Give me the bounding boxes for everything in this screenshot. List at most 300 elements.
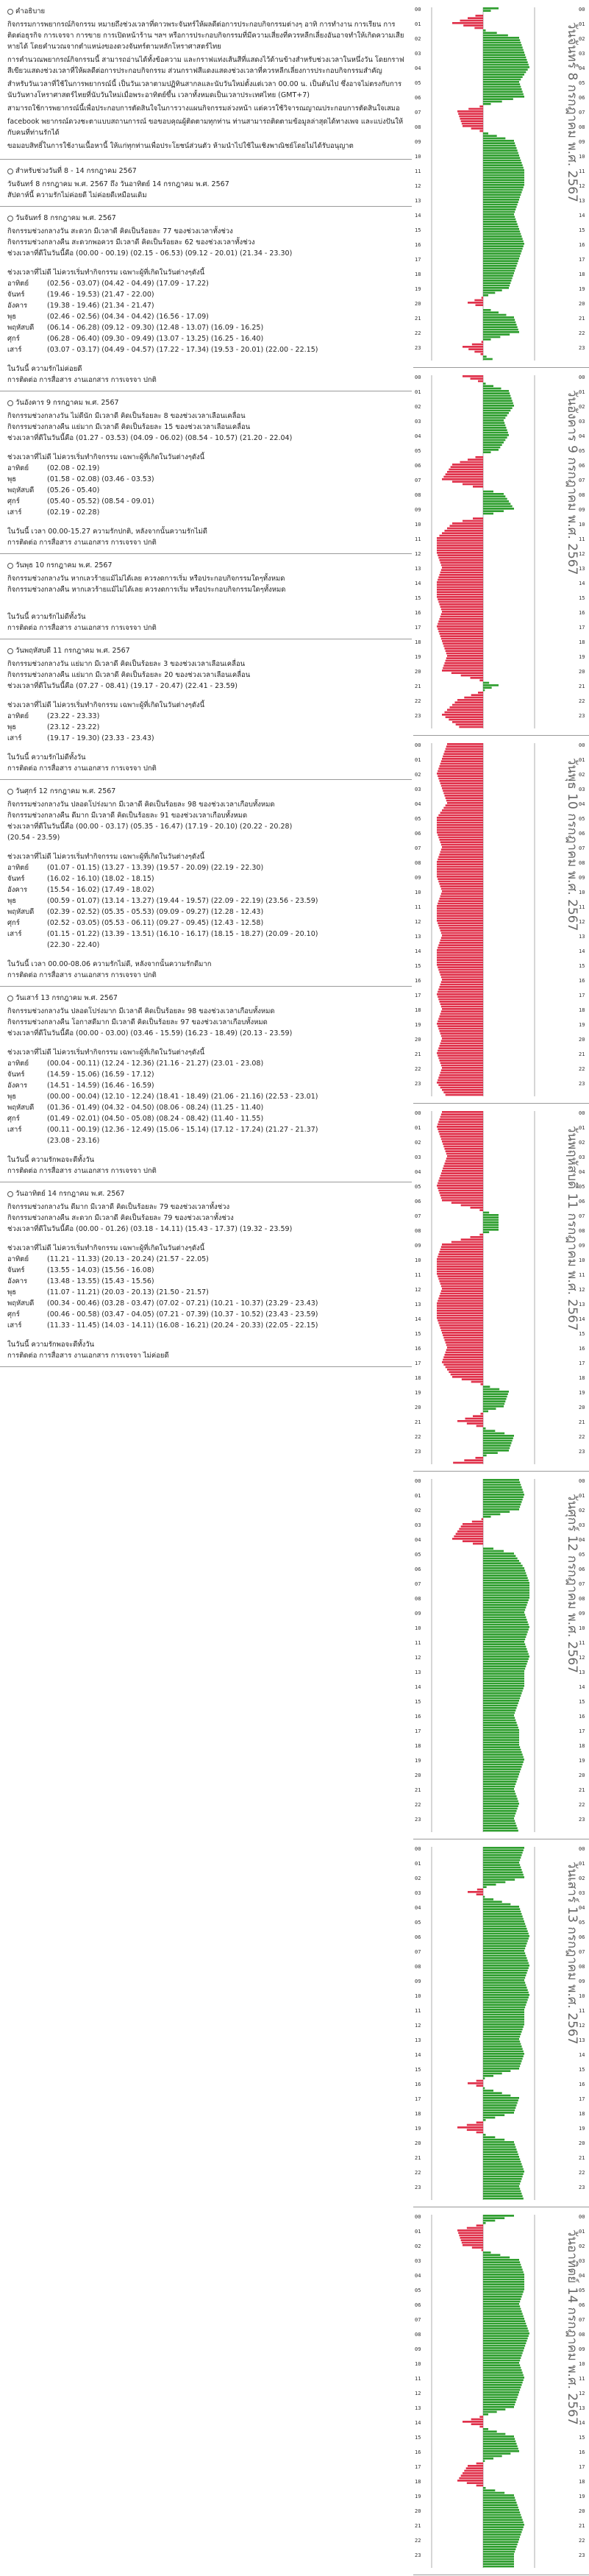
bad-bar xyxy=(446,748,483,751)
good-bar xyxy=(483,98,513,100)
good-bar xyxy=(483,1808,518,1810)
weekday-label: จันทร์ xyxy=(7,875,25,883)
good-bar xyxy=(483,2536,520,2538)
good-bar xyxy=(483,2389,520,2391)
bad-times-values xyxy=(47,1298,407,1309)
time-ranges: (14.51 - 14.59) (16.46 - 16.59) xyxy=(47,1082,154,1090)
bad-bar xyxy=(471,1207,484,1209)
good-bar xyxy=(483,2305,520,2307)
good-bar xyxy=(483,1648,527,1650)
good-bar xyxy=(483,1803,519,1805)
hour-label: 03 xyxy=(579,419,585,425)
good-bar xyxy=(483,2195,523,2197)
good-bar xyxy=(483,1499,523,1501)
hour-label: 18 xyxy=(415,1743,421,1749)
bad-bar xyxy=(437,817,483,819)
hour-label: 12 xyxy=(579,1287,585,1293)
good-bar xyxy=(483,189,523,191)
bad-times-row xyxy=(7,1058,407,1069)
hour-label: 12 xyxy=(415,1287,421,1293)
time-ranges: (02.08 - 02.19) xyxy=(47,464,100,472)
bullet-icon xyxy=(7,216,13,221)
good-bar xyxy=(483,267,515,269)
bad-bar xyxy=(443,807,483,809)
good-bar xyxy=(483,1584,529,1586)
bad-bar xyxy=(440,559,484,561)
good-bar xyxy=(483,1219,499,1221)
hour-label: 10 xyxy=(579,1257,585,1263)
good-bar xyxy=(483,2266,522,2268)
good-bar xyxy=(483,2519,523,2521)
hour-label: 03 xyxy=(579,1154,585,1160)
hour-label: 23 xyxy=(579,1081,585,1087)
bad-bar xyxy=(478,692,483,694)
bad-bar xyxy=(437,1310,483,1312)
bad-bar xyxy=(438,1054,483,1057)
good-bar xyxy=(483,270,515,272)
good-bar xyxy=(483,2043,521,2045)
bad-bar xyxy=(479,2416,483,2418)
hour-label: 20 xyxy=(415,1405,421,1411)
hour-label: 22 xyxy=(415,1434,421,1440)
bad-bar xyxy=(438,815,483,817)
good-bar xyxy=(483,2374,524,2377)
good-bar xyxy=(483,2276,524,2278)
good-bar xyxy=(483,277,513,280)
good-bar xyxy=(483,2411,497,2413)
hour-label: 05 xyxy=(579,80,585,86)
bad-bar xyxy=(466,2467,483,2469)
bad-bar xyxy=(481,1413,484,1415)
good-bar xyxy=(483,196,520,199)
bad-bar xyxy=(437,959,483,961)
bad-bar xyxy=(441,760,483,762)
good-bar xyxy=(483,274,513,277)
hour-label: 03 xyxy=(415,787,421,792)
good-bar xyxy=(483,397,512,400)
hour-label: 15 xyxy=(579,1699,585,1705)
good-bar xyxy=(483,132,488,135)
good-bar xyxy=(483,2141,514,2143)
good-bar xyxy=(483,2516,522,2519)
bad-times-row xyxy=(7,463,407,474)
good-bar xyxy=(483,1901,502,1903)
good-bar xyxy=(483,2036,520,2038)
good-bar xyxy=(483,201,518,203)
good-bar xyxy=(483,1952,525,1954)
good-bar xyxy=(483,2102,518,2104)
bad-bar xyxy=(437,537,483,539)
bad-bar xyxy=(440,535,484,537)
good-bar xyxy=(483,2384,522,2386)
good-bar xyxy=(483,1491,524,1494)
hour-label: 17 xyxy=(415,993,421,998)
good-bar xyxy=(483,1481,520,1483)
hour-label: 03 xyxy=(415,1522,421,1528)
good-bar xyxy=(483,1881,505,1884)
bad-bar xyxy=(462,123,483,125)
good-bar xyxy=(483,1646,526,1648)
good-bar xyxy=(483,2139,504,2141)
bad-times-row xyxy=(7,1320,407,1331)
day-chart xyxy=(413,1104,589,1472)
good-bar xyxy=(483,1587,529,1589)
hour-label: 19 xyxy=(579,2126,585,2132)
good-bar xyxy=(483,1926,526,1928)
hour-label: 00 xyxy=(579,1110,585,1116)
good-bar xyxy=(483,2055,524,2057)
hour-label: 22 xyxy=(415,698,421,704)
bad-bar xyxy=(437,907,483,909)
weekday-label: อาทิตย์ xyxy=(7,864,29,872)
hour-label: 23 xyxy=(579,1449,585,1455)
good-bar xyxy=(483,1771,520,1773)
bad-bar xyxy=(440,1087,483,1089)
bad-times-heading: ช่วงเวลาที่ไม่ดี ไม่ควรเริ่มทำกิจกรรม เฉพาะผู้ที่เกิดในวันต่างๆดังนี้ xyxy=(7,701,205,709)
hour-label: 21 xyxy=(579,1051,585,1057)
spacer xyxy=(7,1146,407,1154)
good-bar xyxy=(483,2335,529,2337)
day-summary-line: กิจกรรมช่วงกลางวัน ดีมาก มีเวลาดี คิดเป็นร้อยละ 79 ของช่วงเวลาทั้งช่วง xyxy=(7,1203,230,1211)
bad-times-heading: ช่วงเวลาที่ไม่ดี ไม่ควรเริ่มทำกิจกรรม เฉพาะผู้ที่เกิดในวันต่างๆดังนี้ xyxy=(7,1244,205,1252)
bad-bar xyxy=(440,1043,483,1045)
bad-bar xyxy=(478,380,483,383)
good-bar xyxy=(483,221,517,223)
good-bar xyxy=(483,1989,528,1991)
bad-times-values xyxy=(47,496,407,507)
hour-label: 14 xyxy=(415,581,421,586)
bad-bar xyxy=(471,2423,483,2425)
good-bar xyxy=(483,2097,519,2099)
hour-label: 01 xyxy=(579,1493,585,1499)
hour-label: 08 xyxy=(415,2332,421,2338)
hour-label: 13 xyxy=(415,934,421,940)
bad-bar xyxy=(457,2480,483,2482)
bad-bar xyxy=(437,951,483,954)
good-bar xyxy=(483,2180,521,2182)
bad-bar xyxy=(461,1238,483,1241)
good-bar xyxy=(483,1720,515,1722)
bad-bar xyxy=(442,567,483,569)
bad-bar xyxy=(443,756,483,758)
time-ranges: (00.46 - 00.58) (03.47 - 04.05) (07.21 - 07.39) (10.37 - 10.52) (23.43 - 23.59) xyxy=(47,1310,318,1319)
good-bar xyxy=(483,1661,528,1663)
bad-bar xyxy=(437,625,483,628)
bad-bar xyxy=(441,613,483,615)
hour-label: 07 xyxy=(415,1949,421,1955)
good-bar xyxy=(483,2360,520,2362)
good-bar xyxy=(483,2563,514,2565)
good-bar xyxy=(483,1582,529,1584)
hour-label: 06 xyxy=(579,831,585,837)
good-bar xyxy=(483,1606,526,1608)
good-bar xyxy=(483,2112,514,2114)
good-bar xyxy=(483,2487,486,2489)
bad-bar xyxy=(438,1025,483,1027)
good-bar xyxy=(483,1496,524,1498)
time-ranges: (06.28 - 06.40) (09.30 - 09.49) (13.07 - 13.25) (16.25 - 16.40) xyxy=(47,335,264,343)
bad-times-row xyxy=(7,733,407,744)
day-summary-line: กิจกรรมช่วงกลางคืน โอกาสดีมาก มีเวลาดี คิดเป็นร้อยละ 97 ของช่วงเวลาเกือบทั้งหมด xyxy=(7,1018,268,1026)
hour-label: 16 xyxy=(415,1346,421,1352)
good-bar xyxy=(483,1690,523,1692)
bad-bar xyxy=(438,881,483,883)
hour-label: 17 xyxy=(579,625,585,631)
day-chart-label: วันอาทิตย์ 14 กรกฎาคม พ.ศ. 2567 xyxy=(565,2229,579,2425)
time-ranges: (11.21 - 11.33) (20.13 - 20.24) (21.57 - 22.05) xyxy=(47,1255,209,1263)
spacer xyxy=(7,595,407,603)
good-bar xyxy=(483,1830,518,1832)
day-summary-line: กิจกรรมช่วงกลางวัน หากเลวร้ายแม้ไม่ได้เลย ควรงดการเริ่ม หรือประกอบกิจกรรมใดๆทั้งหมด xyxy=(7,575,285,583)
good-bar xyxy=(483,44,522,46)
bad-bar xyxy=(461,1204,483,1207)
bad-bar xyxy=(442,934,483,937)
hour-label: 01 xyxy=(415,1493,421,1499)
bad-bar xyxy=(473,517,483,519)
time-ranges: (01.36 - 01.49) (04.32 - 04.50) (08.06 - 08.24) (11.25 - 11.40) xyxy=(47,1104,264,1112)
good-bar xyxy=(483,2268,523,2271)
good-bar xyxy=(483,1670,524,1672)
good-bar xyxy=(483,1878,515,1881)
hour-label: 13 xyxy=(415,2405,421,2411)
bad-bar xyxy=(463,2472,483,2474)
hour-label: 17 xyxy=(415,2464,421,2470)
hour-label: 04 xyxy=(579,801,585,807)
bad-times-values xyxy=(47,884,407,895)
bad-times-row xyxy=(7,507,407,518)
bad-times-row xyxy=(7,474,407,485)
bad-bar xyxy=(468,17,483,19)
good-bar xyxy=(483,1503,521,1505)
good-bar xyxy=(483,1974,526,1976)
bad-bar xyxy=(457,110,483,113)
hour-label: 14 xyxy=(579,1316,585,1322)
hour-label: 11 xyxy=(415,904,421,910)
good-bar xyxy=(483,255,520,258)
hour-label: 05 xyxy=(579,448,585,454)
day-title-row xyxy=(7,1188,407,1199)
bad-bar xyxy=(446,800,483,802)
bad-bar xyxy=(464,1459,483,1461)
bad-bar xyxy=(440,1062,483,1064)
bad-bar xyxy=(447,528,483,530)
good-bar xyxy=(483,2062,521,2065)
hour-label: 08 xyxy=(415,492,421,498)
bad-bar xyxy=(437,1312,483,1314)
hour-label: 17 xyxy=(415,257,421,263)
bad-times-row xyxy=(7,873,407,884)
hour-label: 05 xyxy=(579,816,585,822)
bad-bar xyxy=(440,1032,483,1035)
hour-label: 13 xyxy=(415,1302,421,1307)
good-bar xyxy=(483,1714,514,1717)
hour-label: 04 xyxy=(415,801,421,807)
good-bar xyxy=(483,1609,525,1611)
bad-times-values xyxy=(47,333,407,344)
hour-label: 16 xyxy=(579,978,585,984)
good-bar xyxy=(483,1604,527,1606)
good-bar xyxy=(483,1972,527,1974)
hour-label: 00 xyxy=(579,1846,585,1852)
hour-label: 14 xyxy=(415,1316,421,1322)
good-bar xyxy=(483,54,525,56)
bad-bar xyxy=(471,1236,484,1238)
bad-bar xyxy=(464,697,483,699)
hour-label: 19 xyxy=(579,286,585,292)
hour-label: 14 xyxy=(415,213,421,219)
bad-bar xyxy=(440,895,483,898)
bad-bar xyxy=(463,2421,483,2423)
spacer xyxy=(7,259,407,267)
bad-bar xyxy=(463,2244,483,2246)
good-bar xyxy=(483,508,514,510)
hour-label: 05 xyxy=(415,80,421,86)
good-bar xyxy=(483,1433,504,1435)
day-summary-line: ช่วงเวลาที่ดีในวันนี้คือ (00.00 - 00.19) (02.15 - 06.53) (09.12 - 20.01) (21.34 - 23.30) xyxy=(7,249,293,258)
good-bar xyxy=(483,444,502,446)
bad-times-values xyxy=(47,278,407,289)
hour-label: 09 xyxy=(579,1979,585,1984)
bad-bar xyxy=(451,672,483,674)
description-paragraph: facebook พยากรณ์ดวงชะตาแบบสถานการณ์ ขอขอบคุณผู้ติดตามทุกท่าน ท่านสามารถติดตามข้อมูลล่าสุดได้ทางเพจ และแบ่งปันให้กับคนที่ท่านรักได้ xyxy=(7,118,404,137)
hour-label: 06 xyxy=(415,1199,421,1204)
bad-bar xyxy=(440,782,483,784)
hour-label: 23 xyxy=(415,713,421,719)
good-bar xyxy=(483,1636,526,1638)
hour-label: 05 xyxy=(579,1920,585,1926)
hour-label: 20 xyxy=(579,2508,585,2514)
hour-label: 08 xyxy=(579,2332,585,2338)
hour-label: 19 xyxy=(415,1022,421,1028)
hour-label: 21 xyxy=(415,316,421,322)
bad-bar xyxy=(440,1280,484,1282)
bad-bar xyxy=(457,2229,483,2232)
hour-label: 23 xyxy=(579,345,585,351)
hour-label: 02 xyxy=(415,2243,421,2249)
good-bar xyxy=(483,230,520,233)
good-bar xyxy=(483,1663,527,1665)
good-bar xyxy=(483,2460,485,2462)
bad-times-row xyxy=(7,1298,407,1309)
bad-bar xyxy=(449,469,483,471)
bad-bar xyxy=(442,1008,483,1010)
good-bar xyxy=(483,2352,523,2355)
good-bar xyxy=(483,76,523,78)
good-bar xyxy=(483,169,524,171)
good-bar xyxy=(483,2514,521,2516)
good-bar xyxy=(483,2254,500,2256)
day-title-row xyxy=(7,786,407,797)
bad-times-values xyxy=(47,1091,407,1102)
good-bar xyxy=(483,1996,529,1998)
bad-bar xyxy=(467,2227,483,2229)
bad-bar xyxy=(449,1371,483,1373)
good-bar xyxy=(483,2279,524,2281)
good-bar xyxy=(483,2092,502,2094)
bullet-icon xyxy=(7,400,13,406)
good-bar xyxy=(483,2283,524,2285)
good-bar xyxy=(483,1614,525,1616)
hour-label: 17 xyxy=(579,1728,585,1734)
good-bar xyxy=(483,1915,523,1917)
time-ranges: (02.19 - 02.28) xyxy=(47,508,100,517)
good-bar xyxy=(483,2058,523,2060)
hour-label: 04 xyxy=(579,1905,585,1911)
bad-times-values xyxy=(47,895,407,906)
good-bar xyxy=(483,2452,510,2455)
hour-label: 23 xyxy=(415,1449,421,1455)
day-title-row xyxy=(7,397,407,408)
time-ranges: (23.08 - 23.16) xyxy=(47,1137,100,1145)
bad-times-values xyxy=(47,1287,407,1298)
good-bar xyxy=(483,1768,521,1770)
hour-label: 14 xyxy=(415,948,421,954)
good-bar xyxy=(483,1489,523,1491)
hour-label: 02 xyxy=(415,36,421,42)
hour-label: 08 xyxy=(579,1596,585,1602)
hour-label: 05 xyxy=(579,1552,585,1558)
hour-label: 06 xyxy=(579,463,585,469)
weekday-label: ศุกร์ xyxy=(7,497,20,505)
good-bar xyxy=(483,272,514,274)
hour-label: 23 xyxy=(415,2552,421,2558)
good-bar xyxy=(483,2298,521,2300)
bad-bar xyxy=(441,1172,483,1174)
hour-label: 02 xyxy=(579,1508,585,1514)
good-bar xyxy=(483,79,521,81)
bad-bar xyxy=(442,532,483,534)
hour-label: 00 xyxy=(415,7,421,13)
bad-bar xyxy=(479,1234,483,1236)
hour-label: 17 xyxy=(579,257,585,263)
good-bar xyxy=(483,1516,491,1518)
bad-bar xyxy=(461,1525,483,1527)
good-bar xyxy=(483,2541,518,2543)
bad-bar xyxy=(437,1271,483,1273)
bad-times-values xyxy=(47,311,407,322)
hour-label: 20 xyxy=(415,1773,421,1778)
bad-bar xyxy=(438,966,483,968)
good-bar xyxy=(483,2489,495,2491)
weekday-label: อาทิตย์ xyxy=(7,464,29,472)
bad-times-values xyxy=(47,1276,407,1287)
spacer xyxy=(7,1331,407,1339)
day-title-row xyxy=(7,560,407,571)
hour-label: 08 xyxy=(415,1596,421,1602)
weekday-label: พฤหัสบดี xyxy=(7,1104,35,1112)
good-bar xyxy=(483,2553,514,2555)
hour-label: 04 xyxy=(579,1169,585,1175)
hour-label: 03 xyxy=(579,2258,585,2264)
hour-label: 06 xyxy=(579,95,585,101)
hour-label: 04 xyxy=(579,65,585,71)
hour-label: 20 xyxy=(579,1405,585,1411)
good-bar xyxy=(483,451,491,453)
good-bar xyxy=(483,2014,524,2016)
bad-bar xyxy=(467,1422,483,1424)
good-bar xyxy=(483,2173,524,2175)
hour-label: 21 xyxy=(415,2155,421,2161)
hour-label: 12 xyxy=(579,919,585,925)
description-section xyxy=(0,0,412,160)
hour-label: 03 xyxy=(579,1522,585,1528)
good-bar xyxy=(483,311,499,313)
hour-label: 11 xyxy=(415,1640,421,1646)
bad-bar xyxy=(440,572,483,574)
good-bar xyxy=(483,1479,519,1481)
hour-label: 09 xyxy=(579,875,585,881)
bad-bar xyxy=(440,839,484,841)
